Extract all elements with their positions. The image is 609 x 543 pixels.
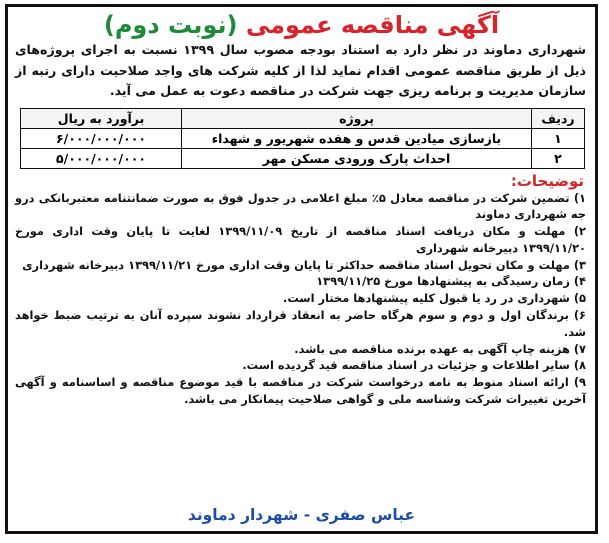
row-project: احداث پارک ورودی مسکن مهر — [182, 148, 532, 168]
title-sub: (نوبت دوم) — [103, 11, 238, 39]
notes-heading: توضیحات: — [510, 171, 584, 190]
note-item: ۸) سایر اطلاعات و جزئیات در اسناد مناقصه قید گردیده است. — [242, 358, 586, 373]
header-index: ردیف — [532, 108, 585, 128]
note-item: ۶) برندگان اول و دوم و سوم هرگاه حاضر به انعقاد قرارداد نشوند سپرده آنان به ترتیب ضبط خواهد شد. — [15, 308, 586, 339]
header-amount: برآورد به ریال — [21, 108, 182, 128]
note-item: ۷) هزینه چاپ آگهی به عهده برنده مناقصه می باشد. — [294, 341, 586, 356]
notes-list — [8, 190, 595, 408]
note-item: ۳) مهلت و مکان تحویل اسناد مناقصه حداکثر تا پایان وقت اداری مورخ ۱۳۹۹/۱۱/۲۱ دبیرخانه شهرداری — [22, 257, 586, 272]
title-main: آگهی مناقصه عمومی — [245, 11, 500, 39]
intro-paragraph: شهرداری دماوند در نظر دارد به استناد بودجه مصوب سال ۱۳۹۹ نسبت به اجرای پروژه‌های ذیل از طریق مناقصه عمومی اقدام نماید لذا از کلیه شرکت های واجد صلاحیت دارای رتبه از سازمان مدیریت و برنامه ریزی جهت شرکت در مناقصه دعوت به عمل می آید. — [15, 42, 586, 98]
projects-table — [20, 108, 585, 169]
notice-frame — [5, 4, 598, 534]
table-row — [21, 128, 585, 148]
row-amount: ۶/۰۰۰/۰۰۰/۰۰۰ — [21, 128, 182, 148]
signature: عباس صفری - شهردار دماوند — [187, 506, 416, 524]
note-item: ۴) زمان رسیدگی به پیشنهادها مورخ ۱۳۹۹/۱۱/۲۵ — [316, 274, 586, 289]
row-index: ۱ — [532, 128, 585, 148]
row-project: بازسازی میادین قدس و هفده شهریور و شهداء — [182, 128, 532, 148]
header-project: پروژه — [182, 108, 532, 128]
table-header-row — [21, 108, 585, 128]
note-item: ۵) شهرداری در رد یا قبول کلیه پیشنهادها مختار است. — [283, 291, 586, 306]
notice-title — [8, 10, 595, 40]
row-amount: ۵/۰۰۰/۰۰۰/۰۰۰ — [21, 148, 182, 168]
note-item: ۱) تضمین شرکت در مناقصه معادل ۵٪ مبلغ اعلامی در جدول فوق به صورت ضمانتنامه معتبربانکی درو جه شهرداری دماوند — [15, 190, 586, 222]
table-row — [21, 148, 585, 168]
note-item: ۲) مهلت و مکان دریافت اسناد مناقصه از تاریخ ۱۳۹۹/۱۱/۰۹ لغایت تا پایان وقت اداری مورخ ۱۳۹۹/۱۱/۲۰ دبیرخانه شهرداری — [15, 224, 586, 255]
row-index: ۲ — [532, 148, 585, 168]
note-item: ۹) ارائه اسناد منوط به نامه درخواست شرکت در مناقصه با قید موضوع مناقصه و اساسنامه و آگهی آخرین تغییرات شرکت وشناسه ملی و گواهی صلاحیت پیمانکار می باشد. — [15, 375, 586, 407]
